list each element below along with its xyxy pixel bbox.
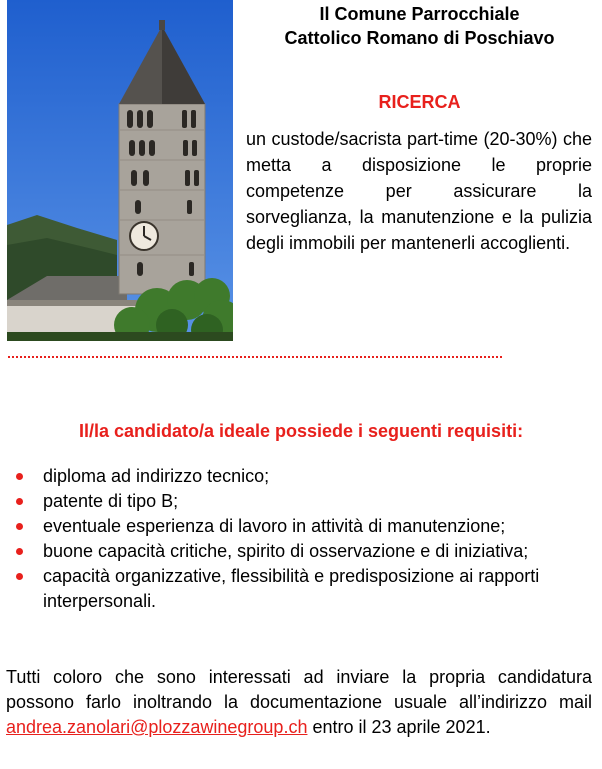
bell-tower-illustration bbox=[7, 0, 233, 341]
requirement-text: patente di tipo B; bbox=[43, 491, 179, 511]
list-item bbox=[14, 514, 594, 539]
requirement-text: diploma ad indirizzo tecnico; bbox=[43, 466, 270, 486]
requirements-title: Il/la candidato/a ideale possiede i seguenti requisiti: bbox=[78, 421, 524, 441]
bullet-icon bbox=[16, 498, 23, 505]
requirements-list bbox=[14, 464, 594, 614]
closing-text-before: Tutti coloro che sono interessati ad inviare la propria candidatura possono farlo inoltrando la documentazione usuale all’indirizzo mail bbox=[6, 667, 592, 712]
ricerca-heading: RICERCA bbox=[378, 92, 461, 112]
requirement-text: buone capacità critiche, spirito di osservazione e di iniziativa; bbox=[43, 541, 529, 561]
list-item bbox=[14, 464, 594, 489]
parish-header bbox=[242, 2, 597, 50]
header-line-2: Cattolico Romano di Poschiavo bbox=[284, 28, 555, 48]
bullet-icon bbox=[16, 573, 23, 580]
bullet-icon bbox=[16, 548, 23, 555]
requirement-text: capacità organizzative, flessibilità e predisposizione ai rapporti interpersonali. bbox=[43, 566, 540, 611]
dotted-divider bbox=[8, 356, 502, 358]
bullet-icon bbox=[16, 473, 23, 480]
list-item bbox=[14, 489, 594, 514]
closing-paragraph bbox=[6, 665, 592, 740]
job-intro-paragraph: un custode/sacrista part-time (20-30%) che metta a disposizione le proprie competenze per assicurare la sorveglianza, la manutenzione e la pulizia degli immobili per mantenerli accoglienti. bbox=[246, 129, 592, 253]
email-link[interactable]: andrea.zanolari@plozzawinegroup.ch bbox=[6, 717, 308, 737]
bell-tower-photo bbox=[7, 0, 233, 341]
closing-text-after: entro il 23 aprile 2021. bbox=[307, 717, 491, 737]
header-line-1: Il Comune Parrocchiale bbox=[319, 4, 520, 24]
bullet-icon bbox=[16, 523, 23, 530]
requirement-text: eventuale esperienza di lavoro in attività di manutenzione; bbox=[43, 516, 506, 536]
list-item bbox=[14, 564, 594, 614]
list-item bbox=[14, 539, 594, 564]
